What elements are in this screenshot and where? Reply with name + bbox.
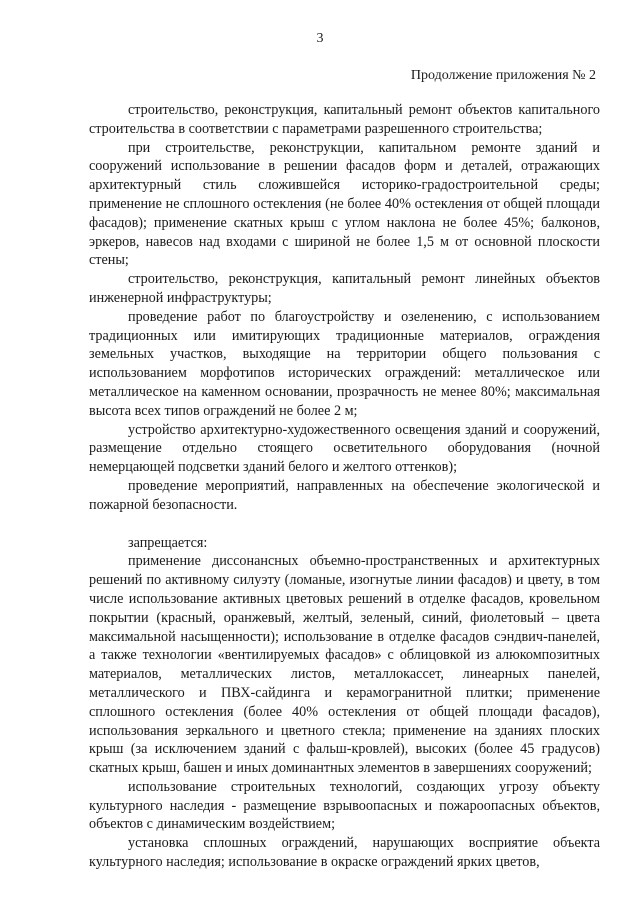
- paragraph-prohibited-heading: запрещается:: [128, 534, 208, 551]
- paragraph-facade-requirements: при строительстве, реконструкции, капитальном ремонте зданий и сооружений использование в решении фасадов форм и деталей, отражающих архитектурный стиль сложившейся историко-градостроительной среды; применение не сплошного остекления (не более 40% остекления от общей площади фасадов); применение скатных крыш с углом наклона не более 45%; балконов, эркеров, навесов над входами с шириной не более 1,5 м от основной плоскости стены;: [89, 139, 600, 269]
- page-number: 3: [316, 31, 324, 46]
- appendix-continuation-note: Продолжение приложения № 2: [410, 68, 596, 83]
- paragraph-hazardous-technologies: использование строительных технологий, создающих угрозу объекту культурного наследия - размещение взрывоопасных и пожароопасных объектов, объектов с динамическим воздействием;: [89, 778, 600, 833]
- paragraph-safety-measures: проведение мероприятий, направленных на обеспечение экологической и пожарной безопасности.: [89, 477, 600, 513]
- paragraph-lighting: устройство архитектурно-художественного освещения зданий и сооружений, размещение отдельно стоящего осветительного оборудования (ночной немерцающей подсветки зданий белого и желтого оттенков);: [89, 421, 600, 476]
- paragraph-linear-infrastructure: строительство, реконструкция, капитальный ремонт линейных объектов инженерной инфраструктуры;: [89, 271, 600, 306]
- document-body: [89, 101, 600, 872]
- paragraph-construction-parameters: строительство, реконструкция, капитальный ремонт объектов капитального строительства в соответствии с параметрами разрешенного строительства;: [89, 102, 600, 137]
- paragraph-landscaping-fences: проведение работ по благоустройству и озеленению, с использованием традиционных или имитирующих традиционные материалов, ограждения земельных участков, выходящие на территории общего пользования с использованием морфотипов исторических ограждений: металлическое или металлическое на каменном основании, прозрачность не менее 80%; максимальная высота всех типов ограждений не более 2 м;: [89, 308, 600, 419]
- paragraph-solid-fences: установка сплошных ограждений, нарушающих восприятие объекта культурного наследия; использование в окраске ограждений ярких цветов,: [89, 835, 600, 871]
- paragraph-dissonant-solutions: применение диссонансных объемно-пространственных и архитектурных решений по активному силуэту (ломаные, изогнутые линии фасадов) и цвету, в том числе использование активных цветовых решений в отделке фасадов, кровельном покрытии (красный, оранжевый, желтый, зеленый, синий, фиолетовый – цвета максимальной насыщенности); использование в отделке фасадов сэндвич-панелей, а также технологии «вентилируемых фасадов» с облицовкой из алюкомпозитных материалов, металлических листов, металлокассет, линеарных панелей, металлического и ПВХ-сайдинга и керамогранитной плитки; применение сплошного остекления (более 40% остекления от общей площади фасадов), использования зеркального и цветного стекла; применение на зданиях плоских крыш (за исключением зданий с фальш-кровлей), высоких (более 45 градусов) скатных крыш, башен и иных доминантных элементов в завершениях сооружений;: [89, 553, 600, 777]
